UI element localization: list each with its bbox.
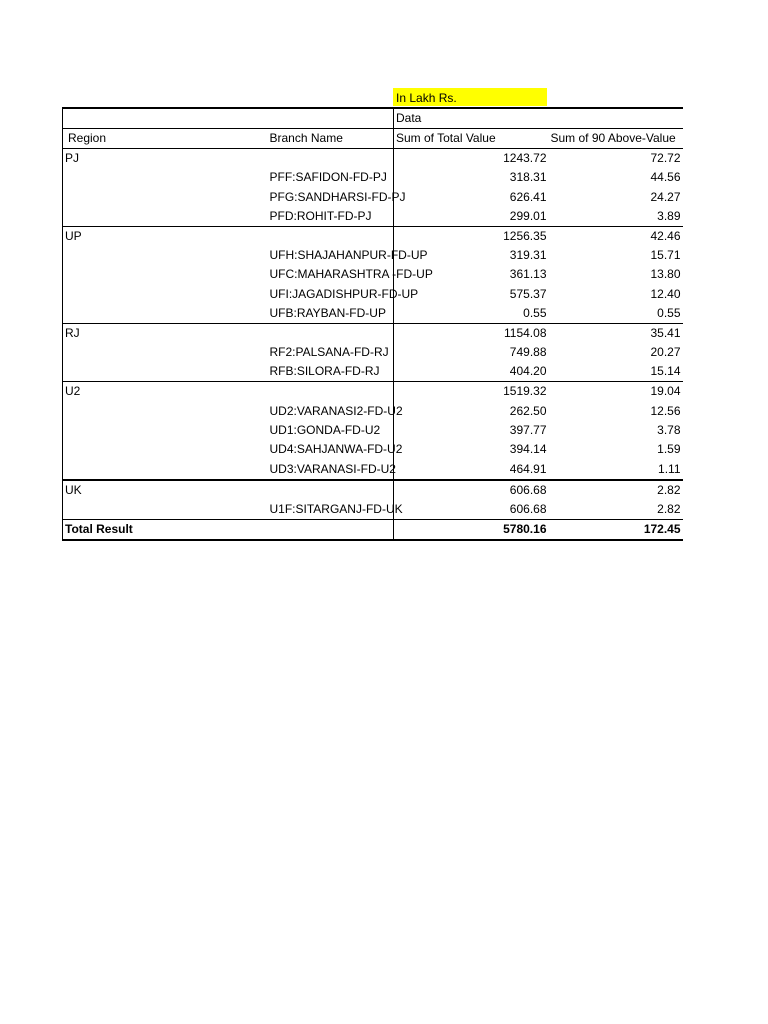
branch-total-value: 318.31	[394, 168, 549, 187]
region-total-value: 1154.08	[394, 323, 549, 343]
branch-total-value: 0.55	[394, 304, 549, 324]
branch-row	[63, 187, 683, 206]
data-label-row	[63, 108, 683, 129]
branch-above90-value: 15.14	[650, 364, 681, 379]
region-above90-value: 2.82	[549, 480, 683, 500]
branch-row	[63, 285, 683, 304]
branch-header: Branch Name	[268, 129, 394, 149]
units-note: In Lakh Rs.	[393, 88, 547, 106]
branch-name: PFF:SAFIDON-FD-PJ	[269, 170, 387, 185]
region-row	[63, 382, 683, 402]
branch-row	[63, 401, 683, 420]
branch-name: UFC:MAHARASHTRA -FD-UP	[269, 267, 433, 282]
total-value-header: Sum of Total Value	[394, 129, 549, 149]
branch-total-value: 262.50	[394, 401, 549, 420]
total-result-value: 5780.16	[394, 519, 549, 540]
region-total-value: 1243.72	[394, 149, 549, 169]
region-above90-value: 19.04	[549, 382, 683, 402]
branch-total-value: 606.68	[394, 500, 549, 520]
branch-above90-value: 0.55	[657, 305, 681, 320]
branch-total-value: 319.31	[394, 246, 549, 265]
header-row	[63, 129, 683, 149]
region-cell: PJ	[63, 149, 268, 169]
region-row	[63, 323, 683, 343]
branch-row	[63, 207, 683, 227]
pivot-table-viewport	[62, 107, 681, 537]
branch-above90-value: 3.89	[657, 208, 681, 223]
branch-row	[63, 168, 683, 187]
region-row	[63, 480, 683, 500]
branch-above90-value: 13.80	[650, 267, 681, 282]
total-result-row	[63, 519, 683, 540]
branch-row	[63, 460, 683, 480]
branch-total-value: 394.14	[394, 440, 549, 459]
region-cell: RJ	[63, 323, 268, 343]
branch-name: UD4:SAHJANWA-FD-U2	[269, 442, 403, 457]
above90-header: Sum of 90 Above-Value	[549, 129, 683, 149]
region-above90-value: 42.46	[549, 226, 683, 246]
branch-above90-value: 12.40	[650, 286, 681, 301]
branch-above90-value: 2.82	[657, 501, 681, 516]
branch-above90-value: 44.56	[650, 170, 681, 185]
region-header: Region	[63, 129, 268, 149]
branch-above90-value: 20.27	[650, 345, 681, 360]
branch-row	[63, 421, 683, 440]
region-cell: UP	[63, 226, 268, 246]
region-above90-value: 35.41	[549, 323, 683, 343]
branch-name: UFH:SHAJAHANPUR-FD-UP	[269, 247, 428, 262]
data-label: Data	[394, 108, 683, 129]
region-total-value: 1256.35	[394, 226, 549, 246]
region-cell: UK	[63, 480, 268, 500]
branch-name: UFB:RAYBAN-FD-UP	[269, 305, 386, 320]
branch-total-value: 575.37	[394, 285, 549, 304]
branch-row	[63, 362, 683, 382]
total-result-label: Total Result	[63, 519, 394, 540]
branch-name: RFB:SILORA-FD-RJ	[269, 364, 380, 379]
branch-total-value: 397.77	[394, 421, 549, 440]
branch-row	[63, 265, 683, 284]
branch-row	[63, 440, 683, 459]
branch-above90-value: 1.59	[657, 442, 681, 457]
region-total-value: 1519.32	[394, 382, 549, 402]
region-cell: U2	[63, 382, 268, 402]
branch-name: PFD:ROHIT-FD-PJ	[269, 208, 372, 223]
pivot-table	[62, 107, 683, 541]
branch-name: RF2:PALSANA-FD-RJ	[269, 345, 389, 360]
branch-name: UD1:GONDA-FD-U2	[269, 422, 381, 437]
region-row	[63, 226, 683, 246]
branch-above90-value: 24.27	[650, 189, 681, 204]
branch-total-value: 361.13	[394, 265, 549, 284]
branch-total-value: 464.91	[394, 460, 549, 480]
branch-name: PFG:SANDHARSI-FD-PJ	[269, 189, 406, 204]
branch-above90-value: 15.71	[650, 247, 681, 262]
branch-name: UFI:JAGADISHPUR-FD-UP	[269, 286, 419, 301]
branch-above90-value: 3.78	[657, 422, 681, 437]
branch-total-value: 749.88	[394, 343, 549, 362]
region-above90-value: 72.72	[549, 149, 683, 169]
branch-row	[63, 500, 683, 520]
branch-above90-value: 12.56	[650, 403, 681, 418]
branch-row	[63, 304, 683, 324]
total-result-above90: 172.45	[549, 519, 683, 540]
branch-row	[63, 343, 683, 362]
branch-total-value: 626.41	[394, 187, 549, 206]
branch-name: UD3:VARANASI-FD-U2	[269, 461, 396, 476]
region-row	[63, 149, 683, 169]
branch-name: U1F:SITARGANJ-FD-UK	[269, 501, 403, 516]
branch-total-value: 299.01	[394, 207, 549, 227]
branch-total-value: 404.20	[394, 362, 549, 382]
branch-name: UD2:VARANASI2-FD-U2	[269, 403, 403, 418]
branch-above90-value: 1.11	[658, 461, 681, 476]
branch-row	[63, 246, 683, 265]
region-total-value: 606.68	[394, 480, 549, 500]
